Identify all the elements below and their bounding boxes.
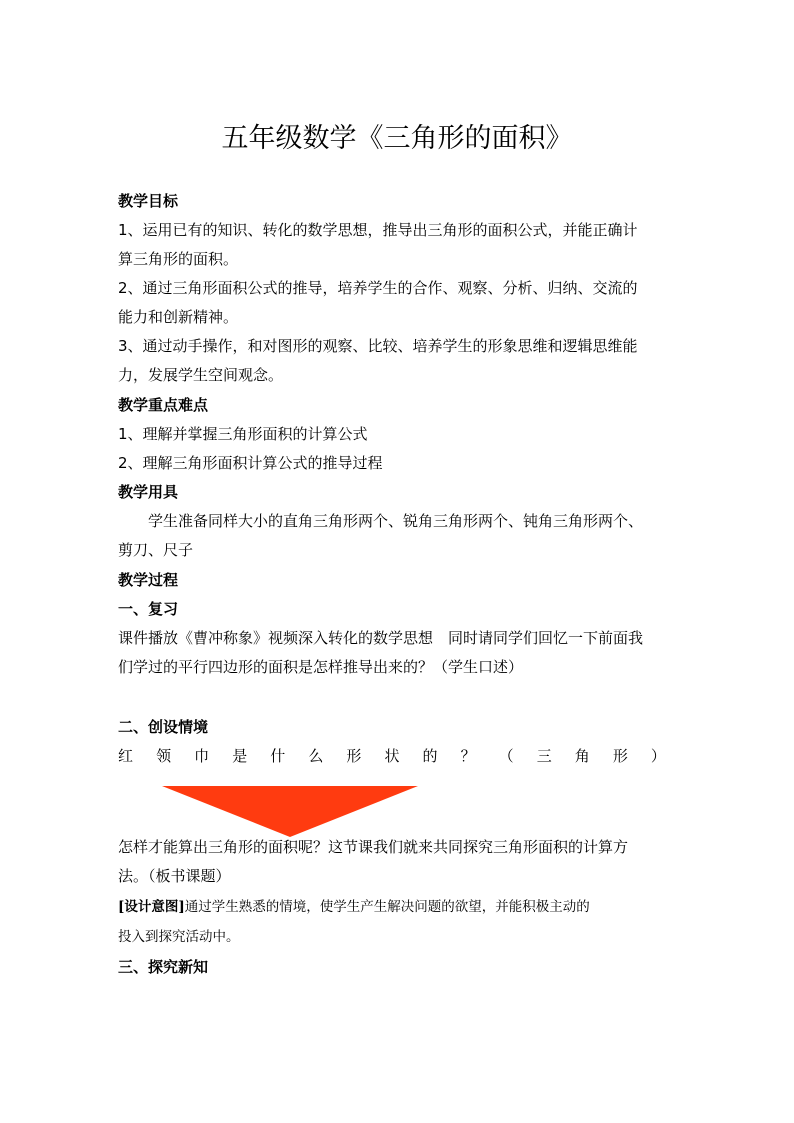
review-heading: 一、复习: [118, 600, 179, 618]
tools-line-1: 学生准备同样大小的直角三角形两个、锐角三角形两个、钝角三角形两个、: [118, 512, 644, 530]
question-char: （: [498, 747, 514, 765]
red-scarf-triangle: [162, 786, 418, 838]
question-char: 的: [422, 747, 438, 765]
question-char: 状: [384, 747, 400, 765]
key-points-heading: 教学重点难点: [118, 396, 209, 414]
question-char: ？: [460, 747, 476, 765]
question-char: 么: [308, 747, 324, 765]
document-title: 五年级数学《三角形的面积》: [221, 123, 573, 154]
question-char: 形: [346, 747, 362, 765]
goal-1-line-1: 1、运用已有的知识、转化的数学思想，推导出三角形的面积公式，并能正确计: [118, 221, 638, 239]
tools-line-2: 剪刀、尺子: [118, 541, 194, 559]
scenario-line-1: 怎样才能算出三角形的面积呢？这节课我们就来共同探究三角形面积的计算方: [118, 838, 629, 856]
key-point-1: 1、理解并掌握三角形面积的计算公式: [118, 425, 368, 443]
question-char: 是: [232, 747, 248, 765]
scenario-heading: 二、创设情境: [118, 718, 209, 736]
question-char: 巾: [194, 747, 210, 765]
question-char: 红: [118, 747, 134, 765]
goal-2-line-2: 能力和创新精神。: [118, 308, 239, 326]
design-note-line-1: [118, 896, 678, 918]
design-note-text: 通过学生熟悉的情境，使学生产生解决问题的欲望，并能积极主动的: [184, 899, 590, 915]
scenario-question: [118, 745, 666, 767]
question-char: 什: [270, 747, 286, 765]
scenario-line-2: 法。（板书课题）: [118, 867, 231, 885]
key-point-2: 2、理解三角形面积计算公式的推导过程: [118, 454, 383, 472]
question-char: 形: [612, 747, 628, 765]
tools-heading: 教学用具: [118, 483, 179, 501]
review-line-1: 课件播放《曹冲称象》视频深入转化的数学思想 同时请同学们回忆一下前面我: [118, 629, 644, 647]
goals-heading: 教学目标: [118, 192, 179, 210]
goal-2-line-1: 2、通过三角形面积公式的推导，培养学生的合作、观察、分析、归纳、交流的: [118, 279, 638, 297]
goal-1-line-2: 算三角形的面积。: [118, 250, 239, 268]
goal-3-line-2: 力，发展学生空间观念。: [118, 366, 284, 384]
process-heading: 教学过程: [118, 571, 179, 589]
question-char: 三: [536, 747, 552, 765]
triangle-shape: [162, 786, 418, 837]
question-char: ）: [650, 747, 666, 765]
design-note-label: [设计意图]: [118, 899, 185, 915]
explore-heading: 三、探究新知: [118, 958, 209, 976]
review-line-2: 们学过的平行四边形的面积是怎样推导出来的？（学生口述）: [118, 658, 524, 676]
goal-3-line-1: 3、通过动手操作，和对图形的观察、比较、培养学生的形象思维和逻辑思维能: [118, 337, 638, 355]
question-char: 角: [574, 747, 590, 765]
design-note-line-2: 投入到探究活动中。: [118, 929, 240, 945]
question-char: 领: [156, 747, 172, 765]
